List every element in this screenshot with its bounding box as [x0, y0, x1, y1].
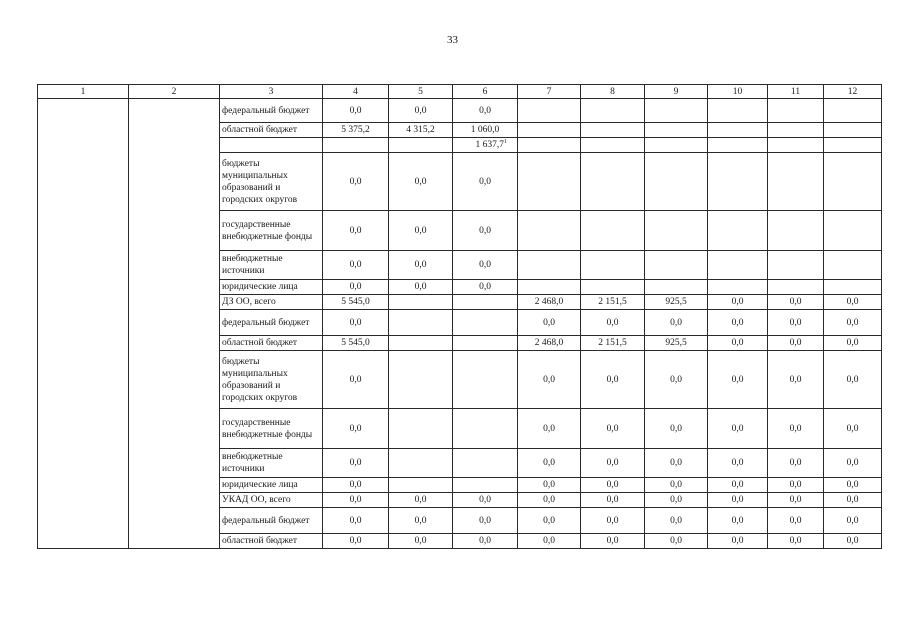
- table-cell: 0,0: [708, 310, 768, 336]
- table-cell: 0,0: [389, 99, 453, 123]
- table-cell: 0,0: [453, 211, 518, 251]
- table-cell: 0,0: [453, 153, 518, 211]
- table-cell: [824, 153, 882, 211]
- table-cell: 0,0: [824, 478, 882, 493]
- table-cell: 0,0: [824, 295, 882, 310]
- funding-source-cell: ДЗ ОО, всего: [220, 295, 323, 310]
- column-header: 5: [389, 85, 453, 99]
- table-cell: [453, 336, 518, 351]
- table-cell: 0,0: [824, 449, 882, 478]
- table-cell: 0,0: [708, 295, 768, 310]
- table-cell: 0,0: [708, 508, 768, 534]
- table-cell: 0,0: [581, 310, 645, 336]
- table-cell: 0,0: [453, 493, 518, 508]
- funding-source-cell: областной бюджет: [220, 123, 323, 138]
- table-cell: [581, 251, 645, 280]
- table-cell: 0,0: [708, 351, 768, 409]
- table-cell: 0,0: [323, 508, 389, 534]
- table-cell: [824, 99, 882, 123]
- funding-source-cell: областной бюджет: [220, 336, 323, 351]
- table-cell: [323, 138, 389, 153]
- table-cell: [768, 138, 824, 153]
- funding-source-cell: бюджеты муниципальных образований и городских округов: [220, 351, 323, 409]
- funding-source-cell: [220, 138, 323, 153]
- table-cell: [518, 280, 581, 295]
- table-cell: 0,0: [323, 534, 389, 549]
- table-cell: 0,0: [708, 449, 768, 478]
- table-cell: 0,0: [645, 409, 708, 449]
- table-cell: [389, 295, 453, 310]
- table-cell: 5 375,2: [323, 123, 389, 138]
- funding-source-cell: государственные внебюджетные фонды: [220, 409, 323, 449]
- table-cell: [708, 251, 768, 280]
- table-cell: 2 151,5: [581, 295, 645, 310]
- table-cell: [518, 99, 581, 123]
- table-cell: [581, 99, 645, 123]
- table-cell: 0,0: [389, 493, 453, 508]
- column-header: 10: [708, 85, 768, 99]
- table-cell: [453, 478, 518, 493]
- table-cell: 0,0: [518, 409, 581, 449]
- table-cell: 0,0: [323, 99, 389, 123]
- table-cell: 0,0: [824, 493, 882, 508]
- table-cell: 0,0: [518, 534, 581, 549]
- table-cell: [389, 409, 453, 449]
- table-cell: 0,0: [323, 409, 389, 449]
- table-cell-with-footnote: [453, 138, 518, 153]
- table-cell: [824, 280, 882, 295]
- table-cell: 0,0: [768, 351, 824, 409]
- table-cell: 0,0: [518, 449, 581, 478]
- table-cell: 0,0: [323, 310, 389, 336]
- table-cell: 0,0: [518, 310, 581, 336]
- table-cell: [708, 153, 768, 211]
- table-cell: [645, 123, 708, 138]
- table-cell: 0,0: [645, 449, 708, 478]
- table-cell: 0,0: [768, 310, 824, 336]
- table-cell: [645, 153, 708, 211]
- column-header: 12: [824, 85, 882, 99]
- funding-source-cell: УКАД ОО, всего: [220, 493, 323, 508]
- col1-merged-cell: [38, 99, 129, 549]
- table-cell: 0,0: [645, 478, 708, 493]
- table-cell: 0,0: [453, 99, 518, 123]
- table-cell: [389, 449, 453, 478]
- table-cell: 0,0: [708, 534, 768, 549]
- table-cell: 0,0: [581, 508, 645, 534]
- table-cell: 925,5: [645, 295, 708, 310]
- table-cell: 0,0: [708, 336, 768, 351]
- column-header: 8: [581, 85, 645, 99]
- table-cell: 0,0: [645, 351, 708, 409]
- column-header: 7: [518, 85, 581, 99]
- table-cell: [518, 251, 581, 280]
- table-cell: 0,0: [518, 493, 581, 508]
- table-cell: 0,0: [389, 211, 453, 251]
- page-number: 33: [447, 34, 458, 46]
- table-cell: 0,0: [824, 310, 882, 336]
- table-cell: 0,0: [453, 508, 518, 534]
- table-cell: 1 060,0: [453, 123, 518, 138]
- table-cell: [453, 295, 518, 310]
- table-cell: 0,0: [824, 351, 882, 409]
- table-cell: [518, 153, 581, 211]
- table-cell: 0,0: [323, 153, 389, 211]
- table-cell: 0,0: [581, 351, 645, 409]
- table-cell: 0,0: [824, 508, 882, 534]
- table-cell: 2 468,0: [518, 336, 581, 351]
- table-cell: [453, 409, 518, 449]
- table-cell: 0,0: [453, 534, 518, 549]
- table-cell: 0,0: [824, 409, 882, 449]
- table-cell: 0,0: [389, 508, 453, 534]
- budget-table: [37, 84, 882, 549]
- table-cell: [645, 99, 708, 123]
- table-cell: [824, 211, 882, 251]
- table-cell: 0,0: [768, 493, 824, 508]
- table-cell: [581, 123, 645, 138]
- table-cell: 2 468,0: [518, 295, 581, 310]
- table-cell: [768, 99, 824, 123]
- table-cell: [389, 351, 453, 409]
- table-cell: [518, 211, 581, 251]
- table-cell: 5 545,0: [323, 336, 389, 351]
- table-cell: 5 545,0: [323, 295, 389, 310]
- table-cell: 0,0: [389, 534, 453, 549]
- table-cell: 0,0: [581, 534, 645, 549]
- funding-source-cell: областной бюджет: [220, 534, 323, 549]
- table-cell: 0,0: [708, 493, 768, 508]
- table-cell: [708, 280, 768, 295]
- table-cell: [581, 138, 645, 153]
- table-cell: 0,0: [581, 493, 645, 508]
- funding-source-cell: юридические лица: [220, 478, 323, 493]
- column-header: 9: [645, 85, 708, 99]
- column-number-row: [38, 85, 882, 99]
- table-cell: [708, 123, 768, 138]
- table-cell: [708, 138, 768, 153]
- table-cell: 0,0: [323, 351, 389, 409]
- table-cell: 0,0: [389, 153, 453, 211]
- table-cell: 0,0: [645, 310, 708, 336]
- table-cell: [824, 251, 882, 280]
- table-cell: 0,0: [768, 534, 824, 549]
- table-cell: [581, 280, 645, 295]
- table-cell: 0,0: [518, 351, 581, 409]
- column-header: 3: [220, 85, 323, 99]
- table-cell: 925,5: [645, 336, 708, 351]
- funding-source-cell: бюджеты муниципальных образований и городских округов: [220, 153, 323, 211]
- table-cell: 0,0: [323, 251, 389, 280]
- table-cell: 0,0: [708, 409, 768, 449]
- table-cell: [389, 310, 453, 336]
- footnote-marker: 1: [504, 138, 507, 145]
- table-cell: 0,0: [768, 478, 824, 493]
- column-header: 2: [129, 85, 220, 99]
- table-row: [38, 99, 882, 123]
- table-cell: [708, 211, 768, 251]
- funding-source-cell: внебюджетные источники: [220, 449, 323, 478]
- table-cell: 0,0: [824, 534, 882, 549]
- funding-source-cell: федеральный бюджет: [220, 99, 323, 123]
- table-cell: 0,0: [768, 295, 824, 310]
- funding-source-cell: федеральный бюджет: [220, 508, 323, 534]
- table-cell: [768, 251, 824, 280]
- funding-source-cell: внебюджетные источники: [220, 251, 323, 280]
- column-header: 6: [453, 85, 518, 99]
- table-cell: [389, 478, 453, 493]
- table-cell: 0,0: [824, 336, 882, 351]
- table-cell: 0,0: [323, 211, 389, 251]
- table-cell: 0,0: [323, 280, 389, 295]
- table-cell: [645, 280, 708, 295]
- table-cell: [389, 138, 453, 153]
- table-cell: 0,0: [581, 409, 645, 449]
- table-cell: 0,0: [581, 449, 645, 478]
- table-cell: 0,0: [768, 409, 824, 449]
- column-header: 4: [323, 85, 389, 99]
- table-cell: 0,0: [645, 493, 708, 508]
- table-cell: 0,0: [768, 449, 824, 478]
- table-cell: 0,0: [645, 508, 708, 534]
- table-cell: [453, 310, 518, 336]
- table-cell: 0,0: [323, 478, 389, 493]
- table-cell: 0,0: [518, 478, 581, 493]
- table-cell: 0,0: [645, 534, 708, 549]
- table-cell: 0,0: [581, 478, 645, 493]
- table-cell: 0,0: [453, 251, 518, 280]
- table-cell: [768, 153, 824, 211]
- table-cell: [768, 280, 824, 295]
- table-cell: [768, 211, 824, 251]
- funding-source-cell: государственные внебюджетные фонды: [220, 211, 323, 251]
- table-cell: [518, 123, 581, 138]
- column-header: 11: [768, 85, 824, 99]
- table-cell: [768, 123, 824, 138]
- table-cell: 0,0: [323, 493, 389, 508]
- table-cell: 0,0: [389, 280, 453, 295]
- table-cell: [581, 211, 645, 251]
- table-cell: 0,0: [708, 478, 768, 493]
- table-cell: [824, 138, 882, 153]
- table-cell: 0,0: [453, 280, 518, 295]
- table-cell: 0,0: [389, 251, 453, 280]
- table-cell: [645, 251, 708, 280]
- table-cell: 2 151,5: [581, 336, 645, 351]
- table-cell: 0,0: [323, 449, 389, 478]
- col2-merged-cell: [129, 99, 220, 549]
- table-cell: [645, 138, 708, 153]
- table-cell: [581, 153, 645, 211]
- table-cell: 0,0: [768, 336, 824, 351]
- table-cell: [453, 351, 518, 409]
- table-cell: [645, 211, 708, 251]
- table-cell: [389, 336, 453, 351]
- table-cell: [453, 449, 518, 478]
- table-cell: [824, 123, 882, 138]
- table-cell: [708, 99, 768, 123]
- column-header: 1: [38, 85, 129, 99]
- table-cell: 0,0: [768, 508, 824, 534]
- table-cell: [518, 138, 581, 153]
- table-cell-value: 1 637,7: [475, 140, 504, 150]
- funding-source-cell: юридические лица: [220, 280, 323, 295]
- table-cell: 4 315,2: [389, 123, 453, 138]
- table-cell: 0,0: [518, 508, 581, 534]
- funding-source-cell: федеральный бюджет: [220, 310, 323, 336]
